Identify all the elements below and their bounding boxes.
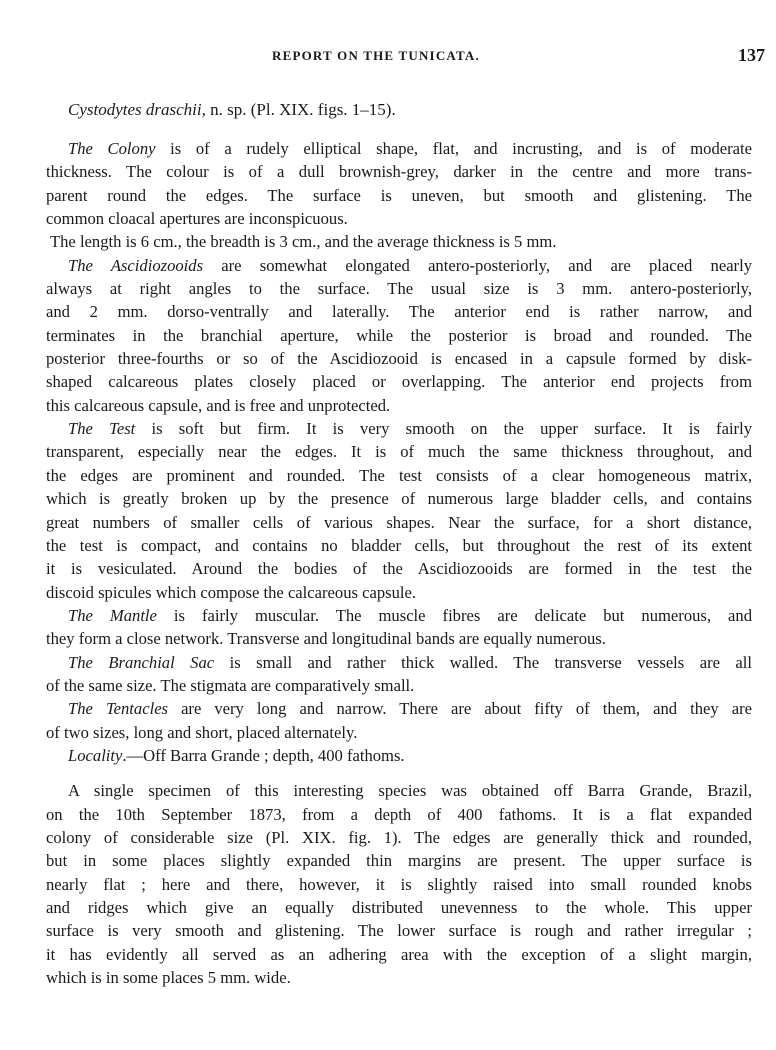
line-text: .—Off Barra Grande ; depth, 400 fathoms. (122, 745, 405, 765)
text-line (46, 674, 752, 697)
line-text: this calcareous capsule, and is free and unprotected. (46, 395, 391, 415)
text-line (46, 534, 752, 557)
text-line (46, 347, 752, 370)
line-text: The length is 6 cm., the breadth is 3 cm., and the average thickness is 5 mm. (50, 232, 557, 252)
running-head-title: REPORT ON THE TUNICATA. (272, 48, 480, 63)
paragraph (46, 137, 752, 230)
text-line (46, 254, 752, 277)
text-line (46, 627, 752, 650)
text-line (46, 803, 752, 826)
text-line (46, 557, 752, 580)
line-text: on the 10th September 1873, from a depth of 400 fathoms. It is a flat expanded (46, 804, 752, 824)
paragraph (46, 779, 752, 989)
line-text: terminates in the branchial aperture, while the posterior is broad and rounded. The (46, 325, 752, 345)
text-line (46, 966, 752, 989)
text-line (46, 184, 752, 207)
line-text: which is in some places 5 mm. wide. (46, 968, 291, 988)
line-text: parent round the edges. The surface is uneven, but smooth and glistening. The (46, 185, 752, 205)
text-line (46, 277, 752, 300)
text-line (46, 849, 752, 872)
text-line (46, 487, 752, 510)
line-text: it is vesiculated. Around the bodies of the Ascidiozooids are formed in the test the (46, 559, 752, 579)
text-line (46, 744, 752, 767)
text-line (46, 651, 752, 674)
text-line (46, 370, 752, 393)
line-text: is soft but firm. It is very smooth on the upper surface. It is fairly (135, 419, 752, 439)
line-text: and 2 mm. dorso-ventrally and laterally. The anterior end is rather narrow, and (46, 302, 752, 322)
paragraph (46, 230, 752, 253)
line-text: they form a close network. Transverse and longitudinal bands are equally numerous. (46, 629, 606, 649)
text-line (46, 230, 752, 253)
italic-lead: The Test (68, 419, 136, 439)
line-text: is of a rudely elliptical shape, flat, and incrusting, and is of moderate (155, 139, 752, 158)
text-line (46, 300, 752, 323)
line-text: but in some places slightly expanded thin margins are present. The upper surface is (46, 851, 752, 871)
line-text: great numbers of smaller cells of various shapes. Near the surface, for a short distance, (46, 512, 752, 532)
paragraph (46, 651, 752, 698)
text-line (46, 511, 752, 534)
text-line (46, 873, 752, 896)
paragraph (46, 417, 752, 604)
text-line (46, 394, 752, 417)
text-line (46, 779, 752, 802)
line-text: thickness. The colour is of a dull brownish-grey, darker in the centre and more trans- (46, 162, 752, 182)
text-line (46, 896, 752, 919)
italic-lead: The Colony (68, 139, 156, 158)
text-line (46, 943, 752, 966)
line-text: the test is compact, and contains no bladder cells, but throughout the rest of its extent (46, 535, 752, 555)
line-text: the edges are prominent and rounded. The test consists of a clear homogeneous matrix, (46, 465, 752, 485)
text-line (46, 207, 752, 230)
text-line (46, 919, 752, 942)
text-line (46, 581, 752, 604)
paragraph (46, 697, 752, 744)
text-line (46, 324, 752, 347)
line-text: of two sizes, long and short, placed alternately. (46, 722, 358, 742)
line-text: is fairly muscular. The muscle fibres are delicate but numerous, and (156, 605, 752, 625)
line-text: discoid spicules which compose the calcareous capsule. (46, 582, 417, 602)
paragraph (46, 604, 752, 651)
line-text: are very long and narrow. There are about fifty of them, and they are (168, 699, 752, 719)
text-line (46, 604, 752, 627)
text-line (46, 826, 752, 849)
species-heading (68, 100, 396, 120)
italic-lead: The Branchial Sac (68, 652, 215, 672)
italic-lead: The Tentacles (68, 699, 169, 719)
line-text: which is greatly broken up by the presence of numerous large bladder cells, and contains (46, 489, 752, 509)
line-text: nearly flat ; here and there, however, it is slightly raised into small rounded knobs (46, 874, 752, 894)
line-text: of the same size. The stigmata are comparatively small. (46, 675, 415, 695)
paragraph (46, 254, 752, 417)
line-text: colony of considerable size (Pl. XIX. fig. 1). The edges are generally thick and rounded, (46, 827, 752, 847)
species-name: Cystodytes draschii (68, 100, 202, 119)
italic-lead: Locality (68, 745, 123, 765)
line-text: A single specimen of this interesting species was obtained off Barra Grande, Brazil, (68, 781, 752, 801)
text-line (46, 440, 752, 463)
text-line (46, 417, 752, 440)
page-number: 137 (738, 45, 765, 65)
line-text: shaped calcareous plates closely placed or overlapping. The anterior end projects from (46, 372, 752, 392)
line-text: is small and rather thick walled. The transverse vessels are all (214, 652, 752, 672)
text-line (46, 721, 752, 744)
line-text: transparent, especially near the edges. It is of much the same thickness throughout, and (46, 442, 752, 462)
line-text: are somewhat elongated antero-posteriorly, and are placed nearly (203, 255, 752, 275)
running-head (0, 45, 776, 68)
text-line (46, 160, 752, 183)
body-text (46, 137, 752, 989)
line-text: posterior three-fourths or so of the Ascidiozooid is encased in a capsule formed by disk- (46, 349, 752, 369)
text-line (46, 137, 752, 160)
italic-lead: The Mantle (68, 605, 157, 625)
line-text: always at right angles to the surface. The usual size is 3 mm. antero-posteriorly, (46, 279, 752, 299)
line-text: it has evidently all served as an adhering area with the exception of a slight margin, (46, 944, 752, 964)
line-text: surface is very smooth and glistening. The lower surface is rough and rather irregular ; (46, 921, 752, 941)
paragraph (46, 744, 752, 767)
italic-lead: The Ascidiozooids (68, 255, 204, 275)
text-line (46, 697, 752, 720)
line-text: common cloacal apertures are inconspicuous. (46, 209, 348, 229)
line-text: and ridges which give an equally distributed unevenness to the whole. This upper (46, 898, 752, 917)
text-line (46, 464, 752, 487)
species-reference: , n. sp. (Pl. XIX. figs. 1–15). (201, 100, 396, 119)
